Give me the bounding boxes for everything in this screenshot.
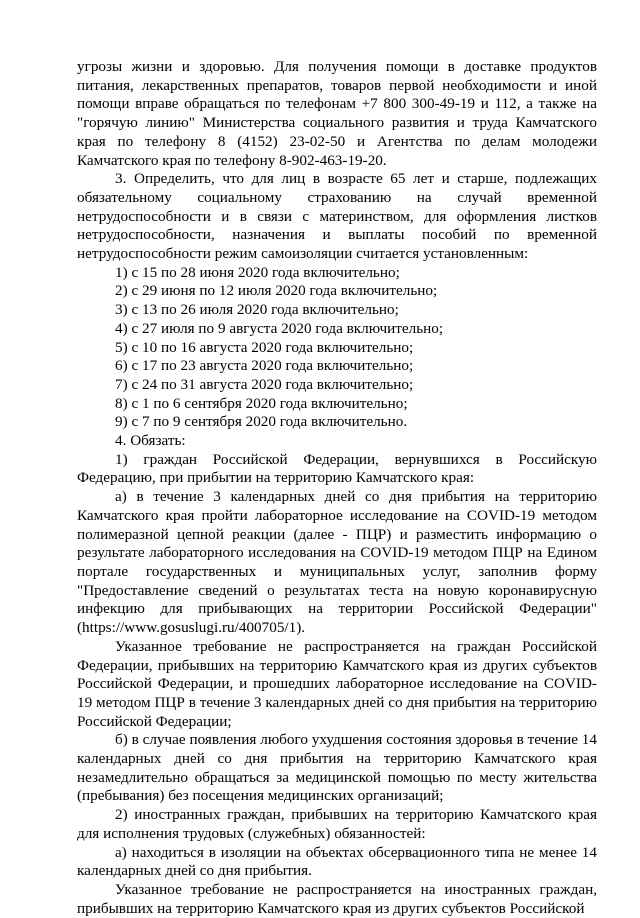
paragraph-exception-citizens: Указанное требование не распространяется на граждан Российской Федерации, прибывших на территорию Камчатского края из других субъектов Российской Федерации, и прошедших лабораторное исследование на COVID-19 методом ПЦР в течение 3 календарных дней со дня прибытия на территорию Российской Федерации;: [77, 637, 597, 730]
paragraph-subitem-a: а) в течение 3 календарных дней со дня прибытия на территорию Камчатского края пройти лабораторное исследование на COVID-19 методом полимеразной цепной реакции (далее - ПЦР) и разместить информацию о результате лабораторного исследования на COVID-19 методом ПЦР на Едином портале государственных и муниципальных услуг, заполнив форму "Предоставление сведений о результатах теста на новую коронавирусную инфекцию для прибывающих на территории Российской Федерации" (https://www.gosuslugi.ru/400705/1).: [77, 488, 597, 637]
period-item: 3) с 13 по 26 июля 2020 года включительно;: [115, 301, 399, 319]
paragraph-exception-foreigners: Указанное требование не распространяется на иностранных граждан, прибывших на территорию Камчатского края из других субъектов Российской: [77, 880, 597, 917]
period-item: 5) с 10 по 16 августа 2020 года включительно;: [115, 338, 414, 356]
periods-list: [77, 264, 597, 432]
paragraph-item-3: 3. Определить, что для лиц в возрасте 65 лет и старше, подлежащих обязательному социальному страхованию на случай временной нетрудоспособности и в связи с материнством, для оформления листков нетрудоспособности, назначения и выплаты пособий по временной нетрудоспособности режим самоизоляции считается установленным:: [77, 170, 597, 263]
period-item: 7) с 24 по 31 августа 2020 года включительно;: [115, 375, 414, 393]
document-page: [77, 58, 597, 918]
period-item: 4) с 27 июля по 9 августа 2020 года включительно;: [115, 319, 444, 337]
period-item: 6) с 17 по 23 августа 2020 года включительно;: [115, 357, 414, 375]
paragraph-citizens: 1) граждан Российской Федерации, вернувшихся в Российскую Федерацию, при прибытии на территорию Камчатского края:: [77, 450, 597, 487]
paragraph-subitem-b: б) в случае появления любого ухудшения состояния здоровья в течение 14 календарных дней со дня прибытия на территорию Камчатского края незамедлительно обращаться за медицинской помощью по месту жительства (пребывания) без посещения медицинских организаций;: [77, 731, 597, 805]
paragraph-item-4: 4. Обязать:: [115, 432, 186, 450]
paragraph-foreigners: 2) иностранных граждан, прибывших на территорию Камчатского края для исполнения трудовых (служебных) обязанностей:: [77, 806, 597, 842]
period-item: 1) с 15 по 28 июня 2020 года включительно;: [115, 263, 400, 281]
period-item: 8) с 1 по 6 сентября 2020 года включительно;: [115, 394, 408, 412]
period-item: 2) с 29 июня по 12 июля 2020 года включительно;: [115, 282, 438, 300]
paragraph-contacts: угрозы жизни и здоровью. Для получения помощи в доставке продуктов питания, лекарственных препаратов, товаров первой необходимости и иной помощи вправе обращаться по телефонам +7 800 300-49-19 и 112, а также на "горячую линию" Министерства социального развития и труда Камчатского края по телефону 8 (4152) 23-02-50 и Агентства по делам молодежи Камчатского края по телефону 8-902-463-19-20.: [77, 58, 597, 169]
paragraph-foreigners-a: а) находиться в изоляции на объектах обсервационного типа не менее 14 календарных дней со дня прибытия.: [77, 843, 597, 880]
period-item: 9) с 7 по 9 сентября 2020 года включительно.: [115, 413, 408, 431]
